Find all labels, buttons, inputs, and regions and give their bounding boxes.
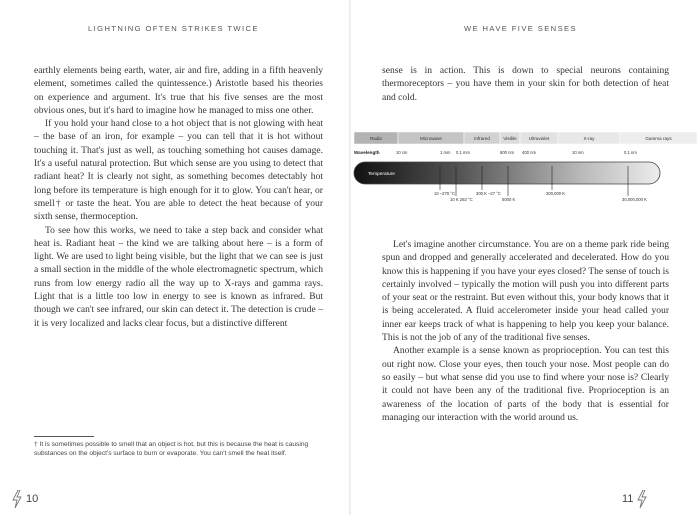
temperature-tick-label: 5000 K	[502, 197, 516, 202]
paragraph: sense is in action. This is down to special neurons containing thermoreceptors – you have them in your skin for both detection of heat and cold.	[382, 65, 669, 103]
footnote-rule	[34, 436, 94, 437]
paragraph: Let's imagine another circumstance. You are on a theme park ride being spun and dropped and generally accelerated and decelerated. How do you know this is happening if you have your eyes closed? The sense of touch is certainly involved – typically the motion will push you into different parts of your seat or the restraint. But even without this, your body knows that it is being accelerated. A fluid accelerometer inside your head called your inner ear keeps track of what is happening to help you keep your balance. This is not the job of any of the traditional five senses.	[382, 239, 669, 344]
page-number-right	[622, 490, 647, 508]
wavelength-tick-label: 800 nm	[500, 150, 514, 155]
temperature-tick-label: 10 –270 °C	[434, 191, 455, 196]
wavelength-tick-label: 1 mm	[440, 150, 451, 155]
wavelength-tick-label: 10 cm	[396, 150, 408, 155]
spectrum-band-label: X-ray	[583, 136, 595, 141]
spectrum-band-label: Ultraviolet	[528, 136, 550, 141]
paragraph: earthly elements being earth, water, air and fire, adding in a fifth heavenly element, sometimes called the quintessence.) Aristotle based his theories on experience and argument. It's true that his five senses are the most obvious ones, but it's hard to imagine how he managed to miss one other.	[34, 65, 323, 116]
footnote: † It is sometimes possible to smell that an object is hot, but this is because the heat is causing substances on the object's surface to burn or evaporate. You can't smell the heat itself.	[34, 441, 309, 458]
wavelength-tick-label: 400 nm	[522, 150, 536, 155]
spectrum-band-label: Infrared	[474, 136, 490, 141]
left-page	[0, 0, 348, 515]
wavelength-tick-label: 0.1 nm	[624, 150, 637, 155]
spectrum-band-label: Gamma rays	[645, 136, 672, 141]
wavelength-tick-label: 0.1 mm	[456, 150, 470, 155]
page-number-left	[12, 490, 38, 508]
lightning-bolt-icon	[637, 490, 647, 508]
paragraph: Another example is a sense known as proprioception. You can test this out right now. Close your eyes, then touch your nose. Most people can do so easily – but what sense did you use to find where your nose is? Clearly it could not have been any of the traditional five. Proprioception is an awareness of the location of parts of the body that is essential for managing our interaction with the world around us.	[382, 345, 669, 423]
page-number: 11	[622, 493, 634, 505]
temperature-tick-label: 30,000,000 K	[622, 197, 647, 202]
electromagnetic-spectrum-diagram	[352, 128, 700, 208]
right-top-text	[382, 64, 669, 104]
page-number: 10	[26, 493, 39, 505]
spectrum-band-label: Microwave	[420, 136, 442, 141]
temperature-tick-label: 300,000 K	[546, 191, 566, 196]
running-header-right: WE HAVE FIVE SENSES	[464, 24, 577, 33]
temperature-tick-label: 10 K 263 °C	[450, 197, 473, 202]
left-body-text	[34, 64, 323, 330]
spectrum-band-label: Visible	[503, 136, 517, 141]
running-header-left: LIGHTNING OFTEN STRIKES TWICE	[88, 24, 259, 33]
lightning-bolt-icon	[12, 490, 22, 508]
spectrum-band-label: Radio	[369, 136, 383, 141]
temperature-tick-label: 300 K –27 °C	[476, 191, 501, 196]
thermometer-bar	[354, 162, 660, 184]
right-body-text	[382, 238, 669, 424]
book-gutter	[349, 0, 351, 515]
paragraph: If you hold your hand close to a hot object that is not glowing with heat – the base of an iron, for example – you can tell that it is hot without touching it. That's just as well, as touching something hot causes damage. It's a useful natural protection. But which sense are you using to detect that radiant heat? It is clearly not sight, as something becomes detectably hot long before its temperature is high enough for it to glow. You can't hear, or smell† or taste the heat. You are able to detect the heat because of your sixth sense, thermoception.	[34, 118, 323, 223]
temperature-label: Temperature	[368, 172, 395, 177]
right-page	[352, 0, 700, 515]
wavelength-tick-label: 10 nm	[572, 150, 584, 155]
paragraph: To see how this works, we need to take a step back and consider what heat is. Radiant heat – the kind we are talking about here – is a form of light. We are used to light being visible, but the light that we can see is just a small section in the middle of the whole electromagnetic spectrum, which runs from low energy radio all the way up to X-rays and gamma rays. Light that is a little too low in energy to see is known as infrared. But though we can't see infrared, our skin can detect it. The detection is crude – it is very localized and lacks clear focus, but a distinctive different	[34, 224, 323, 329]
wavelength-label: Wavelength	[354, 150, 380, 155]
